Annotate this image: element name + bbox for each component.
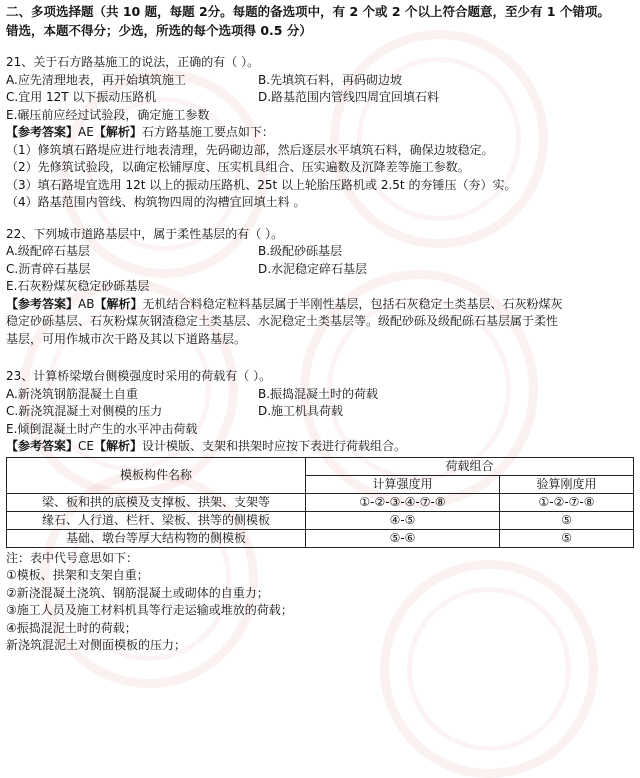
table-cell: ⑤	[500, 529, 634, 547]
table-row	[7, 493, 634, 511]
answer-prefix: 【参考答案】	[6, 296, 79, 311]
analysis-label: 【解析】	[93, 439, 142, 453]
option-c: C.沥青碎石基层	[6, 261, 91, 276]
analysis-point: （4）路基范围内管线、构筑物四周的沟槽宜回填土料 。	[6, 195, 306, 209]
analysis-text: 基层，可用作城市次干路及其以下道路基层。	[6, 331, 247, 346]
option-b: B.先填筑石料，再码砌边坡	[258, 72, 403, 87]
question-stem: 23、计算桥梁墩台侧模强度时采用的荷载有（ ）。	[6, 369, 272, 383]
analysis-text: 设计模版、支架和拱架时应按下表进行荷载组合。	[142, 439, 407, 453]
table-header-strength: 计算强度用	[306, 475, 500, 493]
table-row	[7, 511, 634, 529]
table-cell: 基础、墩台等厚大结构物的侧模板	[7, 529, 306, 547]
option-e: E.石灰粉煤灰稳定砂砾基层	[6, 279, 150, 293]
question-22	[6, 226, 634, 349]
option-row	[6, 89, 634, 107]
table-row	[7, 529, 634, 547]
document-page	[6, 2, 634, 655]
option-a: A.应先清理地表，再开始填筑施工	[6, 72, 186, 87]
section-header-line-1: 二、多项选择题（共 10 题，每题 2分。每题的备选项中，有 2 个或 2 个以上符合题意，至少有 1 个错项。	[6, 4, 610, 19]
analysis-point: （2）先修筑试验段，以确定松铺厚度、压实机具组合、压实遍数及沉降差等施工参数。	[6, 160, 470, 174]
option-e: E.倾倒混凝土时产生的水平冲击荷载	[6, 421, 198, 436]
note-item: 新浇筑混泥土对侧面模板的压力；	[6, 638, 187, 652]
option-e: E.碾压前应经过试验段，确定施工参数	[6, 107, 210, 122]
question-stem: 22、下列城市道路基层中，属于柔性基层的有（ ）。	[6, 226, 284, 241]
option-c: C.新浇筑混凝土对侧模的压力	[6, 404, 163, 418]
answer-value: AB	[78, 296, 95, 311]
section-header	[6, 2, 634, 40]
table-header-stiffness: 验算刚度用	[500, 475, 634, 493]
answer-value: AE	[78, 125, 94, 139]
analysis-text: 稳定砂砾基层、石灰粉煤灰钢渣稳定土类基层、水泥稳定土类基层等。级配砂砾及级配砾石基层属于柔性	[6, 314, 559, 328]
table-cell: ①-②-⑦-⑧	[500, 493, 634, 511]
option-c: C.宜用 12T 以下振动压路机	[6, 90, 157, 104]
option-b: B.级配砂砾基层	[258, 244, 343, 258]
option-b: B.振捣混凝土时的荷载	[258, 386, 379, 401]
note-item: ④振捣混泥土时的荷载；	[6, 620, 137, 635]
answer-line	[6, 438, 634, 456]
answer-line	[6, 124, 634, 142]
option-d: D.水泥稳定碎石基层	[258, 261, 368, 276]
analysis-text: 石方路基施工要点如下：	[141, 125, 274, 139]
analysis-label: 【解析】	[93, 125, 142, 139]
note-item: ③施工人员及施工材料机具等行走运输或堆放的荷载；	[6, 603, 293, 617]
option-a: A.级配碎石基层	[6, 244, 90, 258]
option-row	[6, 261, 634, 279]
table-cell: 梁、板和拱的底模及支撑板、拱架、支架等	[7, 493, 306, 511]
table-header-group: 荷载组合	[306, 457, 634, 475]
analysis-label: 【解析】	[94, 296, 143, 311]
option-a: A.新浇筑钢筋混凝土自重	[6, 386, 138, 401]
table-cell: ④-⑤	[306, 511, 500, 529]
table-cell: ⑤	[500, 511, 634, 529]
option-row	[6, 72, 634, 90]
table-cell: ①-②-③-④-⑦-⑧	[306, 493, 500, 511]
answer-value: CE	[78, 439, 94, 453]
table-cell: ⑤-⑥	[306, 529, 500, 547]
question-stem: 21、关于石方路基施工的说法，正确的有（ ）。	[6, 55, 260, 69]
answer-prefix: 【参考答案】	[6, 125, 79, 139]
option-row	[6, 403, 634, 421]
answer-line	[6, 296, 634, 314]
question-21	[6, 54, 634, 212]
answer-prefix: 【参考答案】	[6, 439, 79, 453]
analysis-text: 无机结合料稳定粒料基层属于半刚性基层，包括石灰稳定土类基层、石灰粉煤灰	[142, 296, 563, 311]
analysis-point: （3）填石路堤宜选用 12t 以上的振动压路机、25t 以上轮胎压路机或 2.5t 的夯锤压（夯）实。	[6, 177, 517, 192]
option-row	[6, 243, 634, 261]
note-item: ②新浇混凝土浇筑、钢筋混凝土或砌体的自重力；	[6, 585, 269, 600]
load-combination-table	[6, 457, 634, 548]
question-23	[6, 368, 634, 655]
note-item: ①模板、拱架和支架自重；	[6, 568, 149, 582]
notes-title: 注：表中代号意思如下：	[6, 550, 139, 565]
table-cell: 缘石、人行道、栏杆、梁板、拱等的侧模板	[7, 511, 306, 529]
option-d: D.路基范围内管线四周宜回填石料	[258, 90, 440, 104]
table-notes	[6, 550, 634, 655]
analysis-point: （1）修筑填石路堤应进行地表清理，先码砌边部，然后逐层水平填筑石料，确保边坡稳定。	[6, 142, 494, 157]
option-row	[6, 386, 634, 404]
option-d: D.施工机具荷载	[258, 404, 344, 418]
section-header-line-2: 错选，本题不得分；少选，所选的每个选项得 0.5 分）	[6, 23, 312, 38]
table-header-component: 模板构件名称	[7, 457, 306, 493]
